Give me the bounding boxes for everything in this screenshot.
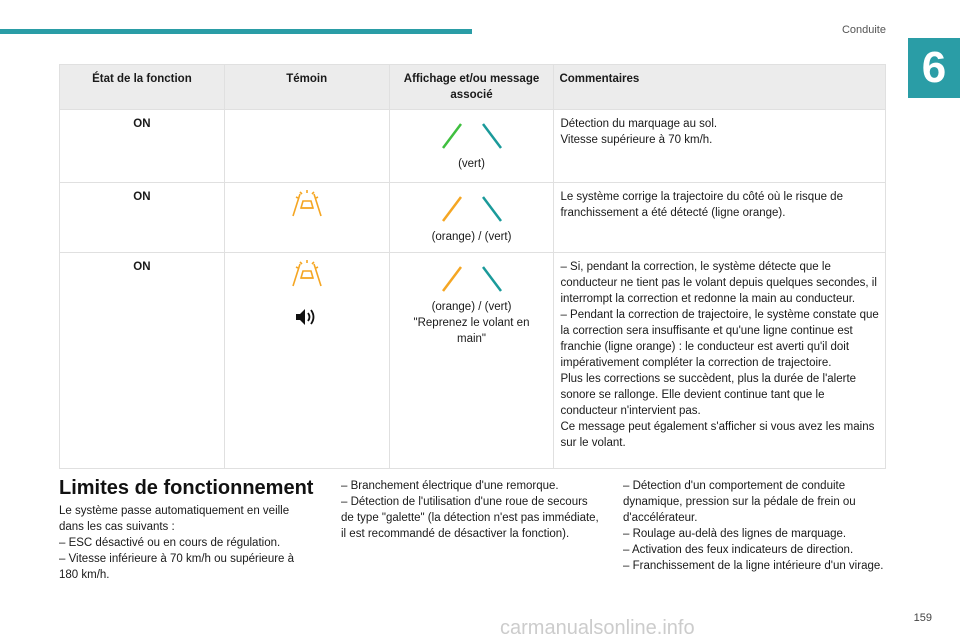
display-cell [389,183,554,253]
comment-line: – Pendant la correction de trajectoire, le système constate que la correction sera insuffisante et qu'une ligne continue est franchie (ligne orange) : le conducteur est averti qu'il doit impérativement compléter la correction de trajectoire. [560,309,879,369]
column-header-indicator: Témoin [224,65,389,110]
limits-item: – Vitesse inférieure à 70 km/h ou supérieure à 180 km/h. [59,553,295,581]
lane-lines-icon [390,122,554,150]
lane-lines-icon [390,265,554,293]
column-header-display: Affichage et/ou message associé [389,65,554,110]
page-number: 159 [913,612,932,624]
limits-item: – Branchement électrique d'une remorque. [341,480,559,492]
state-cell: ON [60,183,225,253]
limits-item: – Roulage au-delà des lignes de marquage. [623,528,847,540]
chapter-number-tab: 6 [908,38,960,98]
limits-item: – Détection de l'utilisation d'une roue de secours de type "galette" (la détection n'est pas immédiate, il est recommandé de désactiver la fonction). [341,496,599,540]
display-message: "Reprenez le volant en main" [413,317,530,345]
comment-line: Détection du marquage au sol. [560,118,718,130]
watermark: carmanualsonline.info [500,617,695,639]
comment-cell [554,253,886,469]
display-cell [389,110,554,183]
comment-line: Plus les corrections se succèdent, plus la durée de l'alerte sonore se rallonge. Elle devient continue tant que le conducteur n'intervient pas. [560,373,857,417]
comment-cell [554,183,886,253]
comment-line: Le système corrige la trajectoire du côté où le risque de franchissement a été détecté (ligne orange). [560,191,843,219]
comment-cell [554,110,886,183]
lane-keep-warning-icon [290,258,324,288]
lane-keep-warning-icon [290,188,324,218]
indicator-cell [224,253,389,469]
speaker-sound-icon [294,307,320,327]
state-cell: ON [60,253,225,469]
display-caption: (orange) / (vert) [431,301,512,313]
indicator-cell [224,110,389,183]
column-header-state: État de la fonction [60,65,225,110]
limits-column-1 [59,503,314,583]
function-status-table [59,64,886,469]
table-header-row [60,65,886,110]
limits-column-3 [623,478,885,574]
top-accent-bar [0,29,472,34]
display-cell [389,253,554,469]
limits-column-2 [341,478,601,542]
table-row [60,253,886,469]
table-row [60,110,886,183]
limits-item: – Détection d'un comportement de conduite dynamique, pression sur la pédale de frein ou d'accélérateur. [623,480,856,524]
indicator-cell [224,183,389,253]
state-cell: ON [60,110,225,183]
column-header-comments: Commentaires [554,65,886,110]
limits-item: – ESC désactivé ou en cours de régulation. [59,537,281,549]
limits-item: – Franchissement de la ligne intérieure d'un virage. [623,560,884,572]
display-caption: (vert) [458,158,485,170]
table-row [60,183,886,253]
limits-paragraph: Le système passe automatiquement en veille dans les cas suivants : [59,505,290,533]
comment-line: – Si, pendant la correction, le système détecte que le conducteur ne tient pas le volant depuis quelques secondes, il interrompt la correction et redonne la main au conducteur. [560,261,877,305]
lane-lines-icon [390,195,554,223]
section-title: Conduite [841,24,886,36]
comment-line: Ce message peut également s'afficher si vous avez les mains sur le volant. [560,421,875,449]
display-caption: (orange) / (vert) [431,231,512,243]
comment-line: Vitesse supérieure à 70 km/h. [560,134,713,146]
limits-heading: Limites de fonctionnement [59,477,314,499]
limits-item: – Activation des feux indicateurs de direction. [623,544,854,556]
